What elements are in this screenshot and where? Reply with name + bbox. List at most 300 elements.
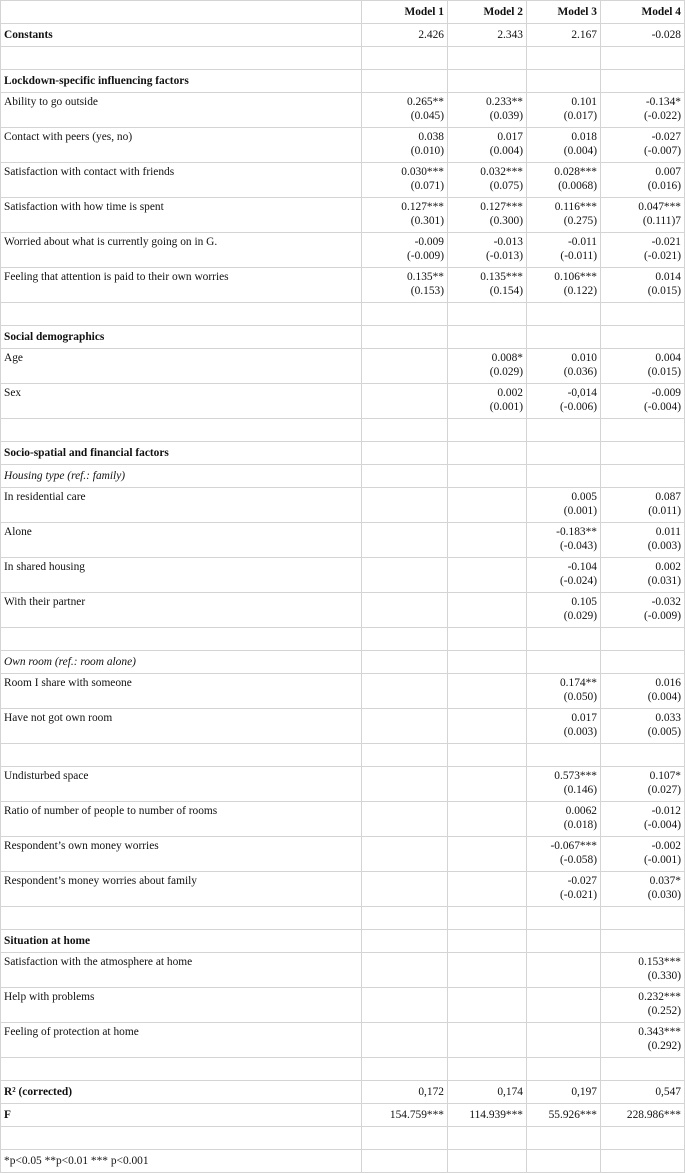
coefficient: -0.183** xyxy=(556,526,597,538)
row-label-partner: With their partner xyxy=(1,593,362,628)
coefficient: 0.0062 xyxy=(565,805,597,817)
empty-cell xyxy=(527,930,601,953)
coefficient: 0.265** xyxy=(406,96,444,108)
row-label-roomshare: Room I share with someone xyxy=(1,674,362,709)
row-friends xyxy=(1,163,685,198)
empty-cell xyxy=(448,70,527,93)
std-coefficient: (0.075) xyxy=(489,180,523,192)
section-lockdown xyxy=(1,70,685,93)
undisturbed-model-4 xyxy=(601,767,685,802)
section-title-social: Social demographics xyxy=(1,326,362,349)
section-title-sociospatial: Socio-spatial and financial factors xyxy=(1,442,362,465)
std-coefficient: (0.004) xyxy=(647,691,681,703)
row-noroom xyxy=(1,709,685,744)
care-model-3 xyxy=(527,488,601,523)
std-coefficient: (0.004) xyxy=(563,145,597,157)
sex-model-2 xyxy=(448,384,527,419)
undisturbed-model-1 xyxy=(362,767,448,802)
std-coefficient: (-0.006) xyxy=(559,401,597,413)
subheading-housing xyxy=(1,465,685,488)
std-coefficient: (-0.022) xyxy=(643,110,681,122)
atmosphere-model-2 xyxy=(448,953,527,988)
std-coefficient: (-0.004) xyxy=(643,401,681,413)
section-sociospatial xyxy=(1,442,685,465)
time-model-2 xyxy=(448,198,527,233)
coefficient: -0.012 xyxy=(651,805,681,817)
row-label-attention: Feeling that attention is paid to their own worries xyxy=(1,268,362,303)
coefficient: 0.105 xyxy=(571,596,597,608)
help-model-3 xyxy=(527,988,601,1023)
empty-cell xyxy=(448,930,527,953)
coefficient: 0.174** xyxy=(559,677,597,689)
outside-model-2 xyxy=(448,93,527,128)
attention-model-1 xyxy=(362,268,448,303)
row-help xyxy=(1,988,685,1023)
header-model-2: Model 2 xyxy=(448,1,527,24)
peers-model-3 xyxy=(527,128,601,163)
std-coefficient: (-0.004) xyxy=(643,819,681,831)
row-label-outside: Ability to go outside xyxy=(1,93,362,128)
std-coefficient: (0.030) xyxy=(647,889,681,901)
row-label-alone: Alone xyxy=(1,523,362,558)
roomshare-model-2 xyxy=(448,674,527,709)
alone-model-1 xyxy=(362,523,448,558)
footnote-row xyxy=(1,1150,685,1173)
std-coefficient: (0.275) xyxy=(563,215,597,227)
coefficient: -0.027 xyxy=(651,131,681,143)
empty-cell xyxy=(527,419,601,442)
coefficient: 0.343*** xyxy=(638,1026,681,1038)
std-coefficient: (0.010) xyxy=(410,145,444,157)
roomshare-model-1 xyxy=(362,674,448,709)
std-coefficient: (-0.021) xyxy=(643,250,681,262)
ratio-model-4 xyxy=(601,802,685,837)
coefficient: 0.107* xyxy=(649,770,681,782)
row-label-worried: Worried about what is currently going on in G. xyxy=(1,233,362,268)
row-label-undisturbed: Undisturbed space xyxy=(1,767,362,802)
age-model-1 xyxy=(362,349,448,384)
empty-cell xyxy=(448,1150,527,1173)
row-label-age: Age xyxy=(1,349,362,384)
std-coefficient: (0.111)7 xyxy=(642,215,681,227)
std-coefficient: (-0.009) xyxy=(643,610,681,622)
coefficient: 0.017 xyxy=(497,131,523,143)
coefficient: 0.032*** xyxy=(480,166,523,178)
friends-model-4 xyxy=(601,163,685,198)
noroom-model-4 xyxy=(601,709,685,744)
coefficient: 0.028*** xyxy=(554,166,597,178)
row-age xyxy=(1,349,685,384)
significance-footnote: *p<0.05 **p<0.01 *** p<0.001 xyxy=(1,1150,362,1173)
empty-cell xyxy=(527,442,601,465)
row-alone xyxy=(1,523,685,558)
section-home xyxy=(1,930,685,953)
help-model-4 xyxy=(601,988,685,1023)
empty-cell xyxy=(448,303,527,326)
row-label-friends: Satisfaction with contact with friends xyxy=(1,163,362,198)
coefficient: -0.134* xyxy=(645,96,681,108)
worried-model-4 xyxy=(601,233,685,268)
shared-model-3 xyxy=(527,558,601,593)
header-model-1: Model 1 xyxy=(362,1,448,24)
empty-cell xyxy=(1,1058,362,1081)
empty-cell xyxy=(601,1058,685,1081)
coefficient: 0.153*** xyxy=(638,956,681,968)
std-coefficient: (0.301) xyxy=(410,215,444,227)
coefficient: -0.067*** xyxy=(550,840,597,852)
empty-cell xyxy=(601,744,685,767)
header-empty-cell xyxy=(1,1,362,24)
std-coefficient: (0.001) xyxy=(489,401,523,413)
ratio-model-2 xyxy=(448,802,527,837)
atmosphere-model-1 xyxy=(362,953,448,988)
empty-cell xyxy=(601,1127,685,1150)
std-coefficient: (0.018) xyxy=(563,819,597,831)
std-coefficient: (0.154) xyxy=(489,285,523,297)
std-coefficient: (0.153) xyxy=(410,285,444,297)
empty-cell xyxy=(527,1058,601,1081)
row-label-noroom: Have not got own room xyxy=(1,709,362,744)
std-coefficient: (-0.001) xyxy=(643,854,681,866)
section-title-lockdown: Lockdown-specific influencing factors xyxy=(1,70,362,93)
empty-cell xyxy=(527,1127,601,1150)
std-coefficient: (0.011) xyxy=(648,505,681,517)
outside-model-4 xyxy=(601,93,685,128)
row-roomshare xyxy=(1,674,685,709)
ownmoney-model-3 xyxy=(527,837,601,872)
empty-cell xyxy=(448,465,527,488)
coefficient: 0.010 xyxy=(571,352,597,364)
subheading-title-housing: Housing type (ref.: family) xyxy=(1,465,362,488)
coefficient: -0.013 xyxy=(493,236,523,248)
row-sex xyxy=(1,384,685,419)
worried-model-2 xyxy=(448,233,527,268)
alone-model-3 xyxy=(527,523,601,558)
std-coefficient: (0.031) xyxy=(647,575,681,587)
roomshare-model-4 xyxy=(601,674,685,709)
row-label-peers: Contact with peers (yes, no) xyxy=(1,128,362,163)
std-coefficient: (-0.011) xyxy=(560,250,597,262)
coefficient: 0.047*** xyxy=(638,201,681,213)
header-model-3: Model 3 xyxy=(527,1,601,24)
std-coefficient: (0.029) xyxy=(563,610,597,622)
coefficient: 0.033 xyxy=(655,712,681,724)
familymoney-model-3 xyxy=(527,872,601,907)
empty-cell xyxy=(527,303,601,326)
coefficient: 0.232*** xyxy=(638,991,681,1003)
empty-cell xyxy=(448,907,527,930)
std-coefficient: (-0.058) xyxy=(559,854,597,866)
coefficient: -0.011 xyxy=(568,236,597,248)
coefficient: 0.002 xyxy=(655,561,681,573)
empty-cell xyxy=(527,744,601,767)
help-model-2 xyxy=(448,988,527,1023)
empty-cell xyxy=(1,419,362,442)
sex-model-3 xyxy=(527,384,601,419)
section-title-home: Situation at home xyxy=(1,930,362,953)
age-model-3 xyxy=(527,349,601,384)
empty-cell xyxy=(448,47,527,70)
row-partner xyxy=(1,593,685,628)
coefficient: 0.004 xyxy=(655,352,681,364)
coefficient: 0.017 xyxy=(571,712,597,724)
constants-row xyxy=(1,24,685,47)
empty-cell xyxy=(527,47,601,70)
std-coefficient: (-0.024) xyxy=(559,575,597,587)
undisturbed-model-2 xyxy=(448,767,527,802)
std-coefficient: (0.016) xyxy=(647,180,681,192)
empty-cell xyxy=(527,70,601,93)
noroom-model-1 xyxy=(362,709,448,744)
spacer-row xyxy=(1,744,685,767)
header-model-4: Model 4 xyxy=(601,1,685,24)
f-model-4: 228.986*** xyxy=(601,1104,685,1127)
empty-cell xyxy=(527,907,601,930)
empty-cell xyxy=(448,442,527,465)
coefficient: 0.106*** xyxy=(554,271,597,283)
care-model-1 xyxy=(362,488,448,523)
time-model-1 xyxy=(362,198,448,233)
sex-model-4 xyxy=(601,384,685,419)
empty-cell xyxy=(1,744,362,767)
alone-model-2 xyxy=(448,523,527,558)
roomshare-model-3 xyxy=(527,674,601,709)
empty-cell xyxy=(601,326,685,349)
row-shared xyxy=(1,558,685,593)
time-model-4 xyxy=(601,198,685,233)
f-model-2: 114.939*** xyxy=(448,1104,527,1127)
partner-model-4 xyxy=(601,593,685,628)
attention-model-3 xyxy=(527,268,601,303)
protection-model-1 xyxy=(362,1023,448,1058)
coefficient: 0.038 xyxy=(418,131,444,143)
coefficient: 0.037* xyxy=(649,875,681,887)
empty-cell xyxy=(527,326,601,349)
coefficient: -0.021 xyxy=(651,236,681,248)
std-coefficient: (0.005) xyxy=(647,726,681,738)
f-model-3: 55.926*** xyxy=(527,1104,601,1127)
empty-cell xyxy=(527,465,601,488)
std-coefficient: (0.0068) xyxy=(558,180,597,192)
constants-model-4: -0.028 xyxy=(601,24,685,47)
std-coefficient: (-0.009) xyxy=(406,250,444,262)
row-outside xyxy=(1,93,685,128)
protection-model-2 xyxy=(448,1023,527,1058)
std-coefficient: (0.252) xyxy=(647,1005,681,1017)
std-coefficient: (0.003) xyxy=(647,540,681,552)
row-undisturbed xyxy=(1,767,685,802)
help-model-1 xyxy=(362,988,448,1023)
coefficient: -0.009 xyxy=(651,387,681,399)
coefficient: 0.002 xyxy=(497,387,523,399)
ratio-model-1 xyxy=(362,802,448,837)
outside-model-3 xyxy=(527,93,601,128)
noroom-model-3 xyxy=(527,709,601,744)
ownmoney-model-2 xyxy=(448,837,527,872)
empty-cell xyxy=(601,465,685,488)
row-label-help: Help with problems xyxy=(1,988,362,1023)
row-ratio xyxy=(1,802,685,837)
std-coefficient: (0.045) xyxy=(410,110,444,122)
row-familymoney xyxy=(1,872,685,907)
partner-model-1 xyxy=(362,593,448,628)
row-peers xyxy=(1,128,685,163)
std-coefficient: (-0.013) xyxy=(485,250,523,262)
spacer-row xyxy=(1,419,685,442)
spacer-row xyxy=(1,1058,685,1081)
noroom-model-2 xyxy=(448,709,527,744)
std-coefficient: (0.036) xyxy=(563,366,597,378)
spacer-row xyxy=(1,907,685,930)
header-row xyxy=(1,1,685,24)
r2-label: R² (corrected) xyxy=(1,1081,362,1104)
spacer-row xyxy=(1,303,685,326)
coefficient: 0.014 xyxy=(655,271,681,283)
empty-cell xyxy=(601,907,685,930)
std-coefficient: (0.292) xyxy=(647,1040,681,1052)
std-coefficient: (0.300) xyxy=(489,215,523,227)
coefficient: 0.127*** xyxy=(480,201,523,213)
empty-cell xyxy=(601,442,685,465)
atmosphere-model-3 xyxy=(527,953,601,988)
subheading-title-room: Own room (ref.: room alone) xyxy=(1,651,362,674)
coefficient: -0.009 xyxy=(414,236,444,248)
empty-cell xyxy=(601,930,685,953)
peers-model-1 xyxy=(362,128,448,163)
attention-model-2 xyxy=(448,268,527,303)
attention-model-4 xyxy=(601,268,685,303)
coefficient: -0,014 xyxy=(567,387,597,399)
empty-cell xyxy=(601,70,685,93)
empty-cell xyxy=(362,930,448,953)
empty-cell xyxy=(1,47,362,70)
empty-cell xyxy=(362,465,448,488)
familymoney-model-1 xyxy=(362,872,448,907)
empty-cell xyxy=(362,326,448,349)
std-coefficient: (0.015) xyxy=(647,366,681,378)
empty-cell xyxy=(362,651,448,674)
care-model-2 xyxy=(448,488,527,523)
std-coefficient: (0.039) xyxy=(489,110,523,122)
time-model-3 xyxy=(527,198,601,233)
constants-model-2: 2.343 xyxy=(448,24,527,47)
ratio-model-3 xyxy=(527,802,601,837)
std-coefficient: (0.330) xyxy=(647,970,681,982)
empty-cell xyxy=(362,744,448,767)
std-coefficient: (0.015) xyxy=(647,285,681,297)
std-coefficient: (-0.007) xyxy=(643,145,681,157)
empty-cell xyxy=(448,744,527,767)
std-coefficient: (0.027) xyxy=(647,784,681,796)
r2-row xyxy=(1,1081,685,1104)
row-time xyxy=(1,198,685,233)
f-model-1: 154.759*** xyxy=(362,1104,448,1127)
row-label-time: Satisfaction with how time is spent xyxy=(1,198,362,233)
worried-model-3 xyxy=(527,233,601,268)
empty-cell xyxy=(1,1127,362,1150)
coefficient: 0.116*** xyxy=(554,201,597,213)
empty-cell xyxy=(601,1150,685,1173)
empty-cell xyxy=(1,907,362,930)
empty-cell xyxy=(448,1127,527,1150)
empty-cell xyxy=(601,419,685,442)
empty-cell xyxy=(448,326,527,349)
regression-table-body xyxy=(1,1,685,1173)
row-label-care: In residential care xyxy=(1,488,362,523)
coefficient: 0.008* xyxy=(491,352,523,364)
subheading-room xyxy=(1,651,685,674)
row-worried xyxy=(1,233,685,268)
row-label-ownmoney: Respondent’s own money worries xyxy=(1,837,362,872)
worried-model-1 xyxy=(362,233,448,268)
shared-model-1 xyxy=(362,558,448,593)
row-ownmoney xyxy=(1,837,685,872)
coefficient: 0.573*** xyxy=(554,770,597,782)
age-model-4 xyxy=(601,349,685,384)
std-coefficient: (0.017) xyxy=(563,110,597,122)
coefficient: 0.101 xyxy=(571,96,597,108)
constants-label: Constants xyxy=(1,24,362,47)
r2-model-4: 0,547 xyxy=(601,1081,685,1104)
constants-model-3: 2.167 xyxy=(527,24,601,47)
empty-cell xyxy=(601,303,685,326)
partner-model-3 xyxy=(527,593,601,628)
atmosphere-model-4 xyxy=(601,953,685,988)
age-model-2 xyxy=(448,349,527,384)
r2-model-2: 0,174 xyxy=(448,1081,527,1104)
empty-cell xyxy=(448,628,527,651)
empty-cell xyxy=(362,419,448,442)
empty-cell xyxy=(601,628,685,651)
coefficient: 0.018 xyxy=(571,131,597,143)
coefficient: 0.087 xyxy=(655,491,681,503)
std-coefficient: (0.071) xyxy=(410,180,444,192)
shared-model-4 xyxy=(601,558,685,593)
empty-cell xyxy=(527,1150,601,1173)
std-coefficient: (0.029) xyxy=(489,366,523,378)
coefficient: -0.002 xyxy=(651,840,681,852)
coefficient: -0.104 xyxy=(567,561,597,573)
ownmoney-model-4 xyxy=(601,837,685,872)
row-label-atmosphere: Satisfaction with the atmosphere at home xyxy=(1,953,362,988)
std-coefficient: (0.050) xyxy=(563,691,597,703)
empty-cell xyxy=(601,651,685,674)
peers-model-2 xyxy=(448,128,527,163)
coefficient: 0.011 xyxy=(655,526,681,538)
coefficient: 0.005 xyxy=(571,491,597,503)
peers-model-4 xyxy=(601,128,685,163)
friends-model-1 xyxy=(362,163,448,198)
ownmoney-model-1 xyxy=(362,837,448,872)
empty-cell xyxy=(1,628,362,651)
constants-model-1: 2.426 xyxy=(362,24,448,47)
r2-model-1: 0,172 xyxy=(362,1081,448,1104)
row-label-sex: Sex xyxy=(1,384,362,419)
row-label-protection: Feeling of protection at home xyxy=(1,1023,362,1058)
row-label-ratio: Ratio of number of people to number of rooms xyxy=(1,802,362,837)
coefficient: 0.135** xyxy=(406,271,444,283)
empty-cell xyxy=(448,419,527,442)
care-model-4 xyxy=(601,488,685,523)
partner-model-2 xyxy=(448,593,527,628)
friends-model-3 xyxy=(527,163,601,198)
coefficient: 0.127*** xyxy=(401,201,444,213)
empty-cell xyxy=(362,1127,448,1150)
std-coefficient: (0.122) xyxy=(563,285,597,297)
section-social xyxy=(1,326,685,349)
empty-cell xyxy=(362,628,448,651)
empty-cell xyxy=(362,1150,448,1173)
